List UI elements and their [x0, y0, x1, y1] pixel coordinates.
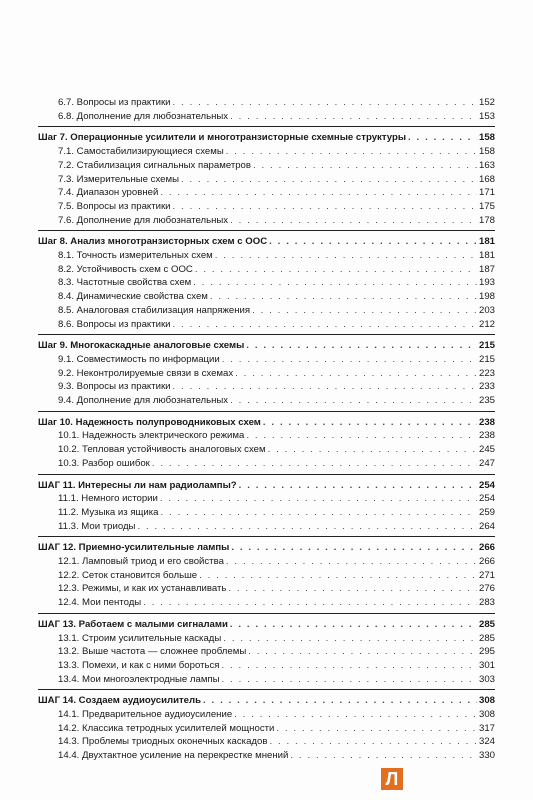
- toc-chapter-entry[interactable]: [38, 416, 495, 429]
- dot-leader: [269, 736, 477, 748]
- entry-title: 9.3. Вопросы из практики: [58, 381, 171, 393]
- dot-leader: [230, 111, 477, 123]
- dot-leader: [290, 750, 477, 762]
- page-number: 175: [478, 200, 495, 212]
- entry-title: 13.4. Мои многоэлектродные лампы: [58, 673, 220, 685]
- entry-title: 8.2. Устойчивость схем с ООС: [58, 263, 193, 275]
- entry-title: 14.3. Проблемы триодных оконечных каскадов: [58, 736, 268, 748]
- dot-leader: [239, 480, 477, 492]
- toc-section-entry[interactable]: [58, 214, 495, 227]
- entry-title: 13.2. Выше частота — сложнее проблемы: [58, 646, 247, 658]
- toc-section-entry[interactable]: [58, 394, 495, 407]
- page-number: 215: [478, 340, 495, 352]
- toc-section-entry[interactable]: [58, 722, 495, 735]
- section-divider: [38, 689, 495, 690]
- toc-section-entry[interactable]: [58, 749, 495, 762]
- entry-title: 14.2. Классика тетродных усилителей мощности: [58, 722, 275, 734]
- toc-chapter-entry[interactable]: [38, 339, 495, 352]
- entry-title: 8.1. Точность измерительных схем: [58, 250, 213, 261]
- dot-leader: [173, 201, 477, 213]
- dot-leader: [161, 507, 477, 519]
- toc-section-entry[interactable]: [58, 735, 495, 748]
- page-number: 245: [478, 444, 495, 456]
- page-number: 178: [478, 214, 495, 226]
- dot-leader: [408, 132, 477, 144]
- toc-section-entry[interactable]: [58, 186, 495, 199]
- dot-leader: [276, 723, 477, 735]
- toc-section-entry[interactable]: [58, 318, 495, 331]
- entry-title: 10.1. Надежность электрического режима: [58, 430, 245, 442]
- toc-section-entry[interactable]: [58, 159, 495, 172]
- entry-title: 7.4. Диапазон уровней: [58, 187, 159, 199]
- page-number: 163: [478, 159, 495, 171]
- page-number: 254: [478, 479, 495, 491]
- toc-section-entry[interactable]: [58, 200, 495, 213]
- dot-leader: [231, 542, 477, 554]
- page-number: 235: [478, 395, 495, 406]
- dot-leader: [143, 597, 477, 609]
- dot-leader: [173, 97, 477, 109]
- dot-leader: [269, 236, 477, 248]
- toc-section-entry[interactable]: [58, 110, 495, 123]
- entry-title: 7.2. Стабилизация сигнальных параметров: [58, 159, 251, 171]
- toc-chapter-entry[interactable]: [38, 694, 495, 707]
- entry-title: 7.5. Вопросы из практики: [58, 200, 171, 212]
- entry-title: 11.2. Музыка из ящика: [58, 506, 159, 518]
- dot-leader: [226, 556, 477, 568]
- page-number: 212: [478, 318, 495, 330]
- dot-leader: [235, 368, 477, 380]
- entry-title: 7.1. Самостабилизирующиеся схемы: [58, 146, 224, 158]
- toc-section-entry[interactable]: [58, 263, 495, 276]
- toc-section-entry[interactable]: [58, 145, 495, 158]
- page-number: 158: [478, 146, 495, 158]
- page-number: 317: [478, 722, 495, 734]
- dot-leader: [226, 146, 477, 158]
- page-number: 238: [478, 416, 495, 428]
- section-divider: [38, 474, 495, 475]
- page-number: 324: [478, 736, 495, 748]
- dot-leader: [222, 660, 477, 672]
- toc-section-entry[interactable]: [58, 249, 495, 262]
- dot-leader: [252, 305, 477, 317]
- entry-title: 10.3. Разбор ошибок: [58, 457, 150, 469]
- entry-title: 9.4. Дополнение для любознательных: [58, 395, 229, 406]
- entry-title: ШАГ 14. Создаем аудиоусилитель: [38, 695, 202, 707]
- entry-title: ШАГ 11. Интересны ли нам радиолампы?: [38, 479, 237, 491]
- dot-leader: [228, 583, 477, 595]
- dot-leader: [230, 619, 477, 631]
- page-number: 283: [478, 597, 495, 609]
- page-number: 233: [478, 381, 495, 393]
- dot-leader: [263, 417, 477, 429]
- entry-title: 8.4. Динамические свойства схем: [58, 291, 208, 303]
- dot-leader: [160, 493, 477, 505]
- dot-leader: [246, 430, 477, 442]
- toc-section-entry[interactable]: [58, 673, 495, 686]
- toc-section-entry[interactable]: [58, 632, 495, 645]
- page-number: 295: [478, 646, 495, 658]
- entry-title: Шаг 8. Анализ многотранзисторных схем с ООС: [38, 236, 268, 248]
- entry-title: ШАГ 12. Приемно-усилительные лампы: [38, 542, 230, 554]
- page-number: 330: [478, 750, 495, 762]
- dot-leader: [195, 264, 477, 276]
- dot-leader: [234, 709, 477, 721]
- dot-leader: [248, 646, 477, 658]
- toc-section-entry[interactable]: [58, 304, 495, 317]
- toc-section-entry[interactable]: [58, 492, 495, 505]
- toc-section-entry[interactable]: [58, 520, 495, 533]
- dot-leader: [203, 695, 477, 707]
- section-divider: [38, 536, 495, 537]
- dot-leader: [223, 633, 477, 645]
- dot-leader: [199, 570, 477, 582]
- entry-title: Шаг 9. Многокаскадные аналоговые схемы: [38, 340, 245, 352]
- page-number: 187: [478, 263, 495, 275]
- page-number: 153: [478, 110, 495, 122]
- page-number: 276: [478, 583, 495, 595]
- toc-section-entry[interactable]: [58, 380, 495, 393]
- page-number: 203: [478, 304, 495, 316]
- dot-leader: [173, 381, 477, 393]
- dot-leader: [222, 674, 477, 686]
- page-number: 285: [478, 632, 495, 644]
- entry-title: 14.4. Двухтактное усиление на перекрестке мнений: [58, 750, 289, 762]
- page-number: 303: [478, 673, 495, 685]
- entry-title: ШАГ 13. Работаем с малыми сигналами: [38, 618, 228, 630]
- dot-leader: [160, 187, 477, 199]
- entry-title: 6.7. Вопросы из практики: [58, 97, 171, 108]
- toc-section-entry[interactable]: [58, 645, 495, 658]
- dot-leader: [210, 291, 477, 303]
- dot-leader: [181, 174, 477, 186]
- toc-chapter-entry[interactable]: [38, 235, 495, 248]
- toc-section-entry[interactable]: [58, 506, 495, 519]
- page-number: 308: [478, 709, 495, 720]
- section-divider: [38, 126, 495, 127]
- dot-leader: [152, 458, 477, 470]
- toc-section-entry[interactable]: [58, 96, 495, 109]
- section-divider: [38, 230, 495, 231]
- entry-title: 12.2. Сеток становится больше: [58, 569, 198, 581]
- dot-leader: [246, 340, 477, 352]
- page-number: 158: [478, 132, 495, 144]
- toc-chapter-entry[interactable]: [38, 479, 495, 492]
- entry-title: 8.3. Частотные свойства схем: [58, 277, 192, 289]
- page-number: 238: [478, 430, 495, 442]
- toc-chapter-entry[interactable]: [38, 131, 495, 144]
- entry-title: 13.1. Строим усилительные каскады: [58, 632, 222, 644]
- entry-title: Шаг 10. Надежность полупроводниковых схем: [38, 416, 261, 428]
- toc-section-entry[interactable]: [58, 708, 495, 721]
- page-number: 259: [478, 506, 495, 518]
- entry-title: 10.2. Тепловая устойчивость аналоговых схем: [58, 444, 266, 456]
- toc-section-entry[interactable]: [58, 290, 495, 303]
- entry-title: 14.1. Предварительное аудиоусиление: [58, 709, 233, 720]
- dot-leader: [230, 215, 477, 227]
- toc-chapter-entry[interactable]: [38, 618, 495, 631]
- dot-leader: [222, 354, 477, 366]
- page-number: 301: [478, 659, 495, 671]
- page-number: 198: [478, 291, 495, 303]
- dot-leader: [230, 395, 477, 407]
- entry-title: 9.2. Неконтролируемые связи в схемах: [58, 367, 234, 379]
- entry-title: 8.6. Вопросы из практики: [58, 318, 171, 330]
- toc-section-entry[interactable]: [58, 582, 495, 595]
- dot-leader: [268, 444, 477, 456]
- page-number: 271: [478, 569, 495, 581]
- toc-section-entry[interactable]: [58, 276, 495, 289]
- page-number: 264: [478, 520, 495, 532]
- page-number: 223: [478, 367, 495, 379]
- page-number: 215: [478, 353, 495, 365]
- page-number: 308: [478, 695, 495, 707]
- toc-section-entry[interactable]: [58, 429, 495, 442]
- toc-section-entry[interactable]: [58, 367, 495, 380]
- toc-chapter-entry[interactable]: [38, 541, 495, 554]
- toc-section-entry[interactable]: [58, 555, 495, 568]
- section-divider: [38, 334, 495, 335]
- entry-title: 12.1. Ламповый триод и его свойства: [58, 556, 224, 567]
- page-number: 152: [478, 97, 495, 108]
- section-divider: [38, 411, 495, 412]
- page-number: 181: [478, 250, 495, 261]
- entry-title: 9.1. Совместимость по информации: [58, 353, 220, 365]
- entry-title: 6.8. Дополнение для любознательных: [58, 110, 229, 122]
- page-number: 285: [478, 618, 495, 630]
- dot-leader: [193, 277, 477, 289]
- page-number: 181: [478, 236, 495, 248]
- toc-section-entry[interactable]: [58, 173, 495, 186]
- entry-title: Шаг 7. Операционные усилители и многотранзисторные схемные структуры: [38, 132, 407, 144]
- toc-section-entry[interactable]: [58, 596, 495, 609]
- entry-title: 11.1. Немного истории: [58, 493, 158, 505]
- page-number: 247: [478, 457, 495, 469]
- toc-section-entry[interactable]: [58, 569, 495, 582]
- entry-title: 11.3. Мои триоды: [58, 520, 136, 532]
- section-divider: [38, 613, 495, 614]
- entry-title: 7.6. Дополнение для любознательных: [58, 214, 229, 226]
- dot-leader: [137, 521, 477, 533]
- page-number: 171: [478, 187, 495, 199]
- page-number: 266: [478, 542, 495, 554]
- dot-leader: [215, 250, 477, 262]
- entry-title: 7.3. Измерительные схемы: [58, 173, 179, 185]
- toc-section-entry[interactable]: [58, 457, 495, 470]
- page-number: 254: [478, 493, 495, 505]
- page-number: 193: [478, 277, 495, 289]
- dot-leader: [173, 319, 477, 331]
- toc-section-entry[interactable]: [58, 659, 495, 672]
- entry-title: 12.3. Режимы, и как их устанавливать: [58, 583, 227, 595]
- toc-section-entry[interactable]: [58, 353, 495, 366]
- publisher-logo: Л: [381, 768, 403, 790]
- toc-section-entry[interactable]: [58, 443, 495, 456]
- dot-leader: [253, 160, 477, 172]
- page-number: 266: [478, 556, 495, 567]
- entry-title: 12.4. Мои пентоды: [58, 597, 142, 609]
- entry-title: 13.3. Помехи, и как с ними бороться: [58, 659, 220, 671]
- entry-title: 8.5. Аналоговая стабилизация напряжения: [58, 304, 251, 316]
- page-number: 168: [478, 173, 495, 185]
